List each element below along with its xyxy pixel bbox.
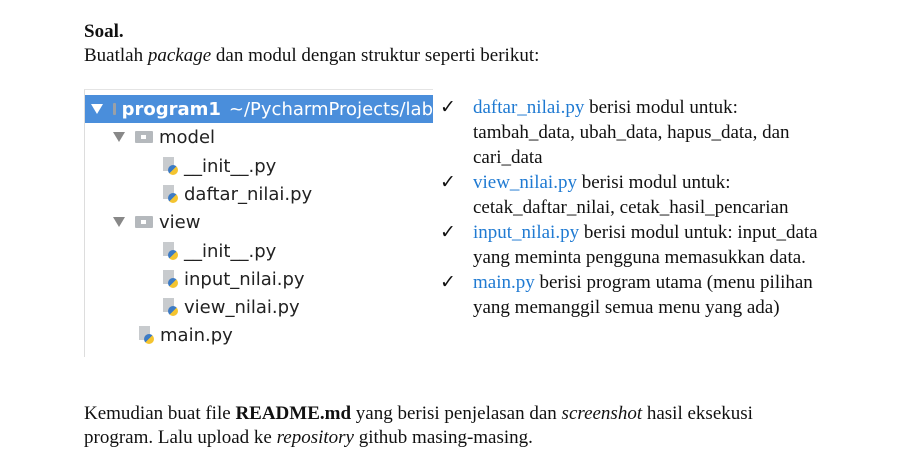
package-folder-icon xyxy=(135,131,153,143)
row-label: __init__.py xyxy=(184,240,277,262)
intro-after: dan modul dengan struktur seperti berikut: xyxy=(211,45,540,66)
item-desc: berisi modul untuk: input_data yang meminta pengguna memasukkan data. xyxy=(473,222,818,268)
tree-file xyxy=(85,237,433,265)
python-file-icon xyxy=(163,242,179,260)
intro-italic: package xyxy=(147,45,212,66)
project-tree-screenshot xyxy=(84,89,433,357)
checklist-item xyxy=(440,220,843,270)
checklist-item xyxy=(440,270,843,320)
item-desc: berisi program utama (menu pilihan yang memanggil semua menu yang ada) xyxy=(473,272,813,318)
row-label: daftar_nilai.py xyxy=(184,183,313,205)
module-checklist xyxy=(440,95,850,320)
text: program. Lalu upload ke xyxy=(84,427,277,448)
folder-icon xyxy=(113,103,116,115)
python-file-icon xyxy=(163,185,179,203)
tree-file xyxy=(85,293,433,321)
package-folder-icon xyxy=(135,216,153,228)
tree-file xyxy=(85,180,433,208)
expand-arrow-icon xyxy=(113,132,125,142)
tree-file xyxy=(85,321,433,349)
text: yang berisi penjelasan dan xyxy=(351,403,562,424)
intro-before: Buatlah xyxy=(84,45,148,66)
row-label: main.py xyxy=(160,324,233,346)
file-name: main.py xyxy=(473,272,535,293)
row-label: model xyxy=(159,126,216,148)
row-label: view xyxy=(159,211,201,233)
row-label: input_nilai.py xyxy=(184,268,305,290)
readme-filename: README.md xyxy=(235,403,352,424)
python-file-icon xyxy=(139,326,155,344)
python-file-icon xyxy=(163,270,179,288)
python-file-icon xyxy=(163,298,179,316)
item-desc: berisi modul untuk: cetak_daftar_nilai, cetak_hasil_pencarian xyxy=(473,172,789,218)
text-italic: repository xyxy=(276,427,354,448)
root-name: program1 xyxy=(121,98,221,120)
python-file-icon xyxy=(163,157,179,175)
item-desc: berisi modul untuk: tambah_data, ubah_data, hapus_data, dan cari_data xyxy=(473,97,790,168)
text: Kemudian buat file xyxy=(84,403,236,424)
root-path: ~/PycharmProjects/lab xyxy=(228,98,433,120)
checkmark-icon: ✓ xyxy=(440,172,456,193)
checkmark-icon: ✓ xyxy=(440,272,456,293)
row-label: __init__.py xyxy=(184,155,277,177)
text: hasil eksekusi xyxy=(642,403,753,424)
checkmark-icon: ✓ xyxy=(440,97,456,118)
file-name: input_nilai.py xyxy=(473,222,580,243)
footer-line-1 xyxy=(84,402,753,426)
checklist-item xyxy=(440,170,843,220)
tree-folder-view xyxy=(85,208,433,236)
tree-file xyxy=(85,152,433,180)
tree-file xyxy=(85,265,433,293)
checklist-item xyxy=(440,95,843,170)
tree-root-program1 xyxy=(85,95,433,123)
expand-arrow-icon xyxy=(113,217,125,227)
checkmark-icon: ✓ xyxy=(440,222,456,243)
footer-line-2 xyxy=(84,426,533,450)
text: github masing-masing. xyxy=(354,427,533,448)
file-name: daftar_nilai.py xyxy=(473,97,585,118)
expand-arrow-icon xyxy=(91,104,103,114)
row-label: view_nilai.py xyxy=(184,296,300,318)
text-italic: screenshot xyxy=(561,403,643,424)
heading: Soal. xyxy=(84,21,124,42)
tree-folder-model xyxy=(85,123,433,151)
file-name: view_nilai.py xyxy=(473,172,577,193)
intro-text xyxy=(84,44,539,68)
